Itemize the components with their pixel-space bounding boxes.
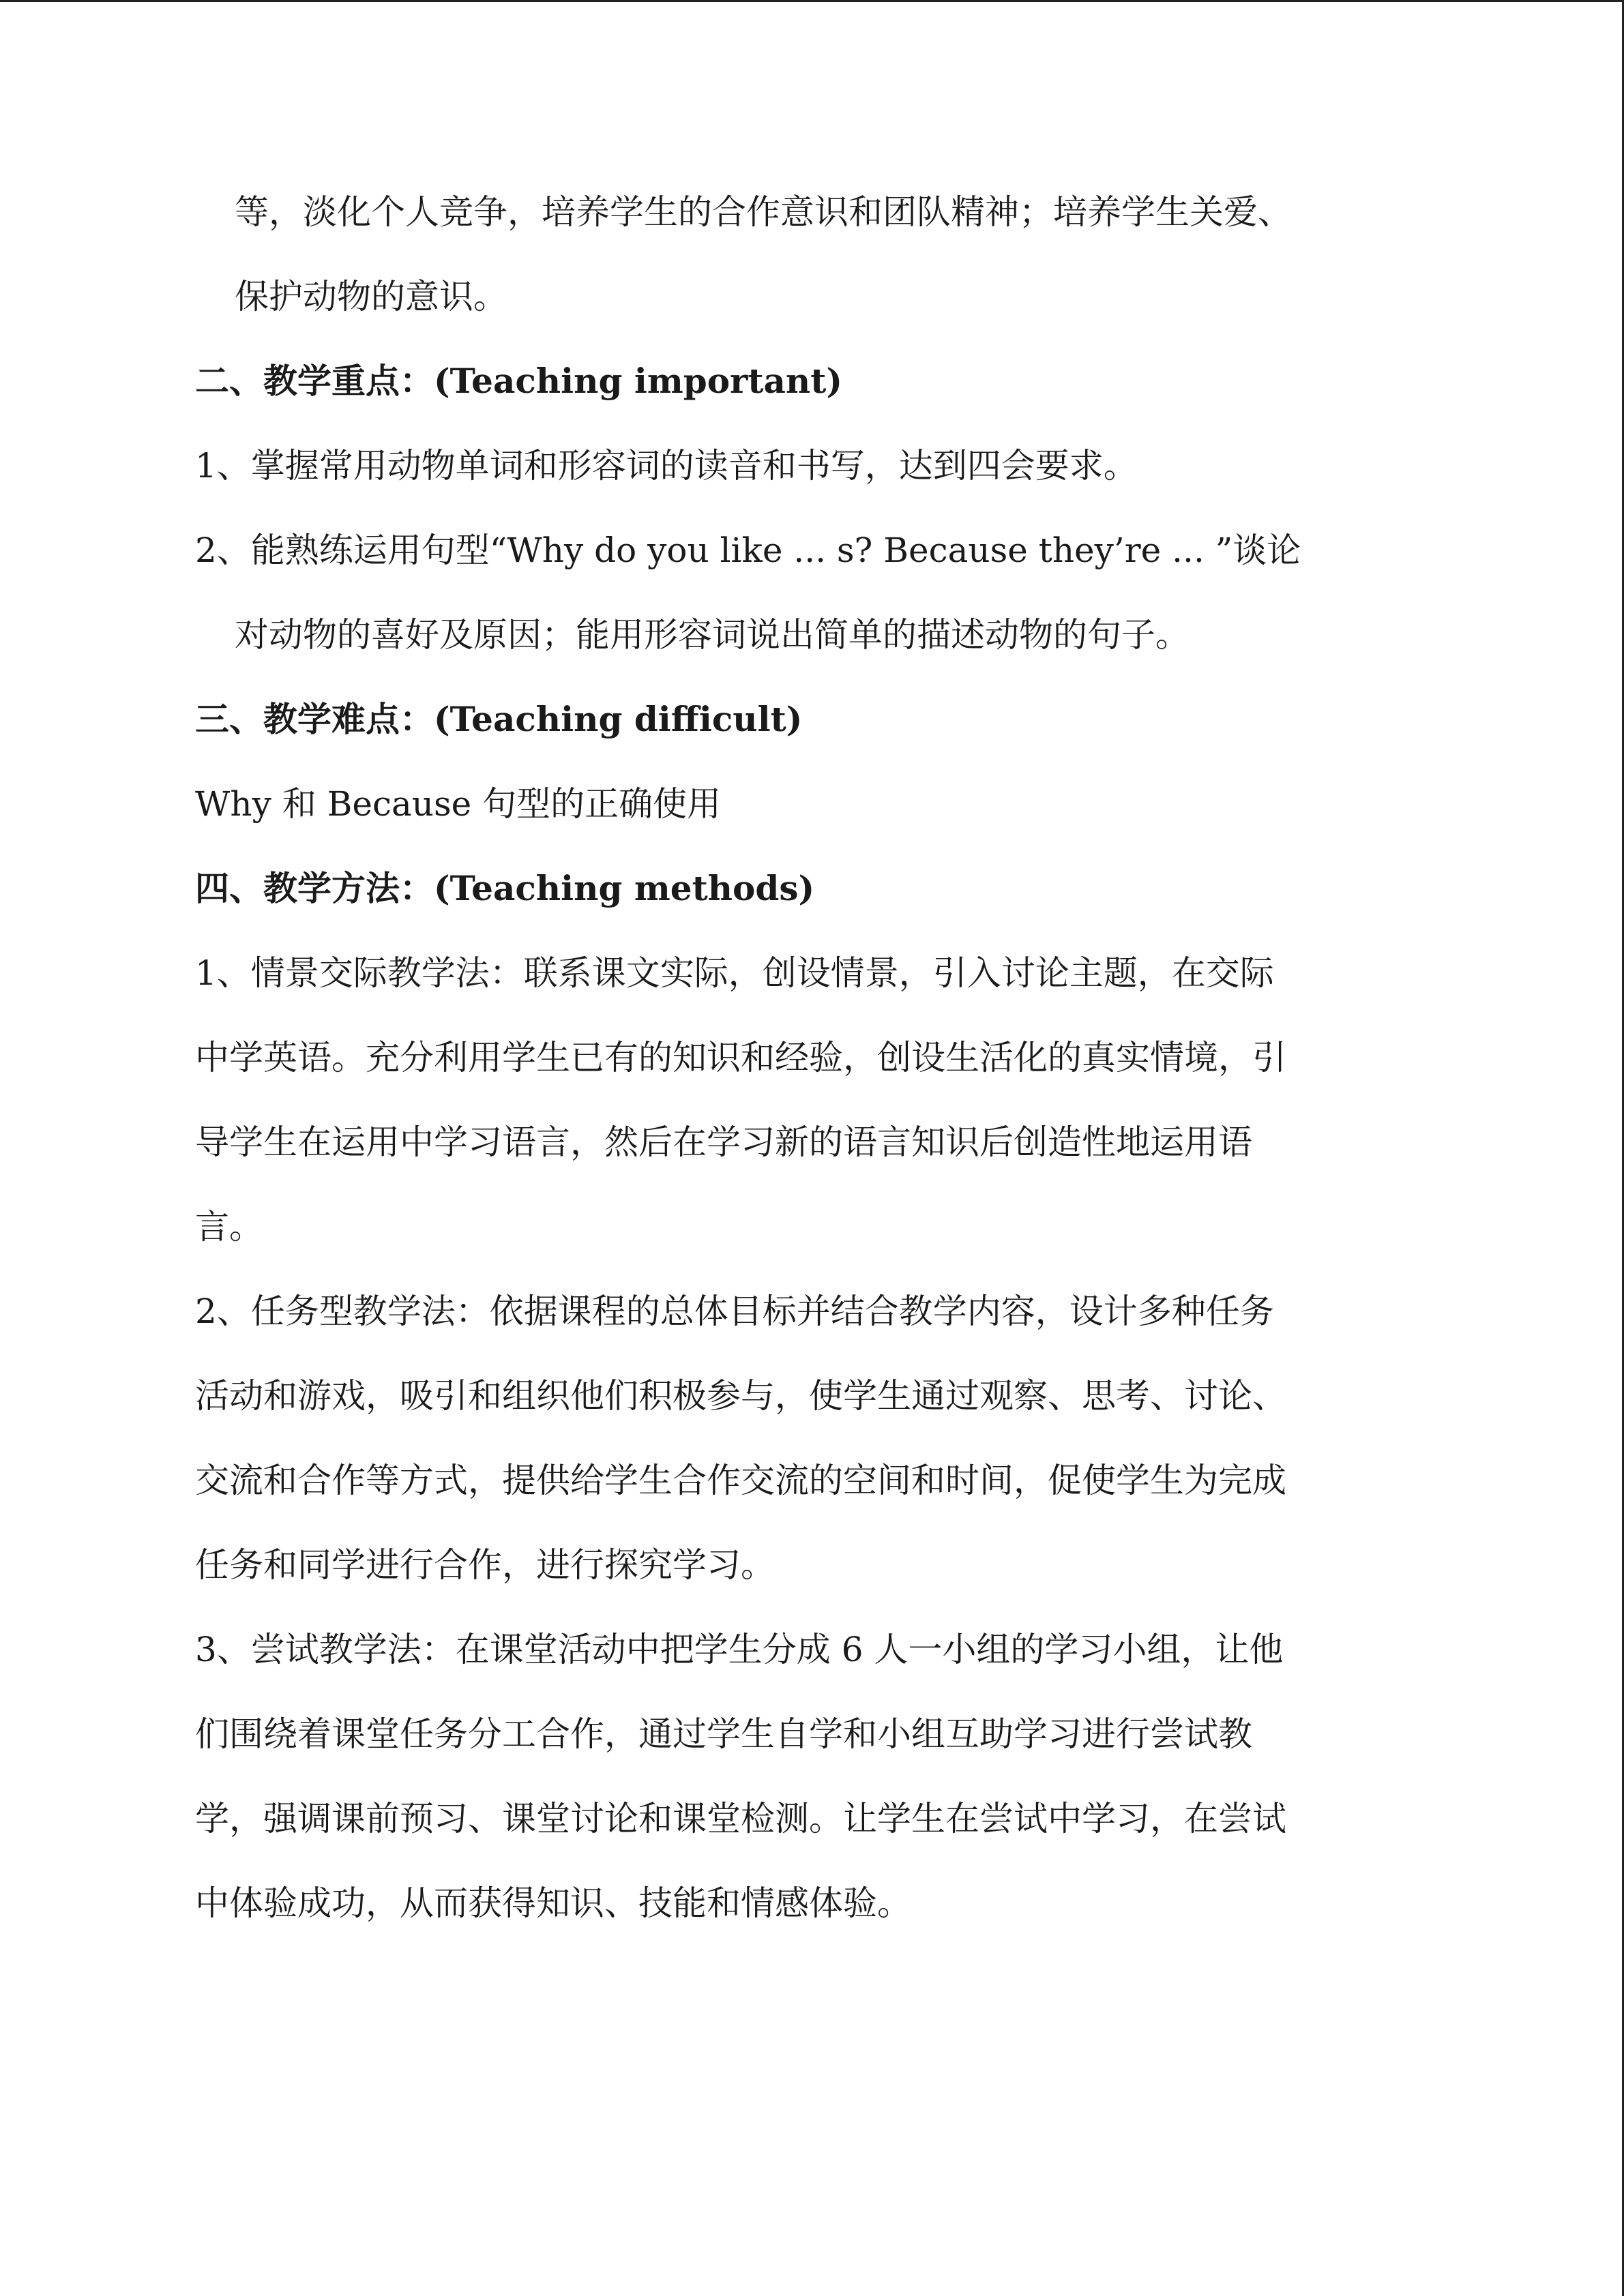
text-line-method-2-cont-1: 活动和游戏，吸引和组织他们积极参与，使学生通过观察、思考、讨论、 bbox=[195, 1376, 1286, 1416]
text-line-method-1-cont-2: 导学生在运用中学习语言，然后在学习新的语言知识后创造性地运用语 bbox=[195, 1122, 1252, 1162]
text-line-difficult: Why 和 Because 句型的正确使用 bbox=[195, 784, 722, 824]
text-line-important-2-continued: 对动物的喜好及原因；能用形容词说出简单的描述动物的句子。 bbox=[235, 615, 1190, 655]
top-border-line bbox=[0, 0, 1624, 2]
text-line-method-1: 1、情景交际教学法：联系课文实际，创设情景，引入讨论主题，在交际 bbox=[195, 953, 1274, 993]
text-line-important-2: 2、能熟练运用句型“Why do you like ... s? Because they’re ... ”谈论 bbox=[195, 531, 1301, 570]
text-line-method-1-cont-1: 中学英语。充分利用学生已有的知识和经验，创设生活化的真实情境，引 bbox=[195, 1038, 1286, 1077]
section-heading-teaching-important: 二、教学重点：(Teaching important) bbox=[195, 361, 842, 401]
text-line-method-3-cont-3: 中体验成功，从而获得知识、技能和情感体验。 bbox=[195, 1883, 911, 1923]
text-line-important-1: 1、掌握常用动物单词和形容词的读音和书写，达到四会要求。 bbox=[195, 446, 1138, 486]
text-line-method-3-cont-2: 学，强调课前预习、课堂讨论和课堂检测。让学生在尝试中学习，在尝试 bbox=[195, 1799, 1286, 1838]
text-line-goals-continued: 等，淡化个人竞争，培养学生的合作意识和团队精神；培养学生关爱、 bbox=[235, 192, 1292, 232]
text-line-method-2: 2、任务型教学法：依据课程的总体目标并结合教学内容，设计多种任务 bbox=[195, 1292, 1274, 1331]
text-line-goals-end: 保护动物的意识。 bbox=[235, 277, 507, 316]
text-line-method-2-cont-2: 交流和合作等方式，提供给学生合作交流的空间和时间，促使学生为完成 bbox=[195, 1461, 1286, 1500]
text-line-method-3: 3、尝试教学法：在课堂活动中把学生分成 6 人一小组的学习小组，让他 bbox=[195, 1630, 1284, 1669]
text-line-method-1-cont-3: 言。 bbox=[195, 1207, 263, 1247]
section-heading-teaching-difficult: 三、教学难点：(Teaching difficult) bbox=[195, 699, 803, 739]
section-heading-teaching-methods: 四、教学方法：(Teaching methods) bbox=[195, 868, 815, 908]
text-line-method-3-cont-1: 们围绕着课堂任务分工合作，通过学生自学和小组互助学习进行尝试教 bbox=[195, 1714, 1252, 1754]
text-line-method-2-cont-3: 任务和同学进行合作，进行探究学习。 bbox=[195, 1545, 775, 1585]
